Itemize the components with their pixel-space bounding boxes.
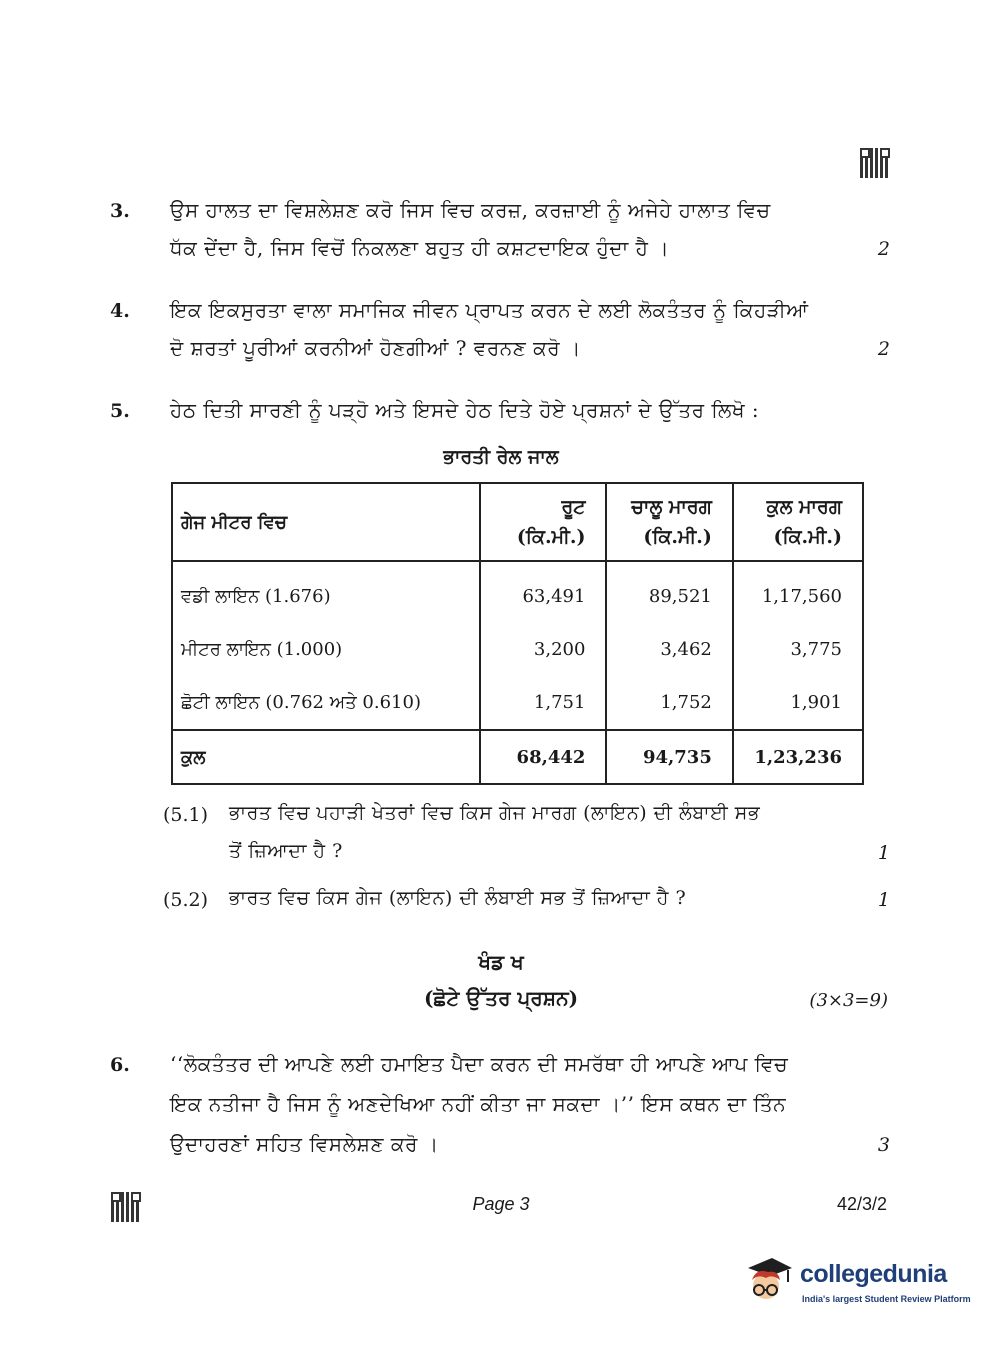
question-number: 4.	[110, 300, 130, 322]
question-3	[110, 198, 890, 268]
cell-total: 1,901	[733, 676, 863, 730]
question-text-line: ‘‘ਲੋਕਤੰਤਰ ਦੀ ਆਪਣੇ ਲਈ ਹਮਾਇਤ ਪੈਦਾ ਕਰਨ ਦੀ ਸਮਰੱਥਾ ਹੀ ਆਪਣੇ ਆਪ ਵਿਚ	[170, 1052, 789, 1076]
subquestion-marks: 1	[877, 889, 890, 911]
question-text-line: ਇਕ ਇਕਸੁਰਤਾ ਵਾਲਾ ਸਮਾਜਿਕ ਜੀਵਨ ਪ੍ਰਾਪਤ ਕਰਨ ਦੇ ਲਈ ਲੋਕਤੰਤਰ ਨੂੰ ਕਿਹੜੀਆਂ	[170, 298, 809, 322]
question-text-line: ਦੋ ਸ਼ਰਤਾਂ ਪੂਰੀਆਂ ਕਰਨੀਆਂ ਹੋਣਗੀਆਂ ? ਵਰਨਣ ਕਰੋ ।	[170, 336, 582, 360]
total-route: 68,442	[480, 730, 606, 784]
header-route	[480, 483, 606, 561]
total-total: 1,23,236	[733, 730, 863, 784]
question-number: 3.	[110, 200, 130, 222]
table-total-row	[172, 730, 863, 784]
question-text-line: ਉਸ ਹਾਲਤ ਦਾ ਵਿਸ਼ਲੇਸ਼ਣ ਕਰੋ ਜਿਸ ਵਿਚ ਕਰਜ਼, ਕਰਜ਼ਾਈ ਨੂੰ ਅਜੇਹੇ ਹਾਲਾਤ ਵਿਚ	[170, 198, 771, 222]
row-label: ਵਡੀ ਲਾਇਨ (1.676)	[172, 561, 480, 623]
paper-code: 42/3/2	[836, 1194, 887, 1214]
total-label: ਕੁਲ	[172, 730, 480, 784]
table-row	[172, 623, 863, 676]
section-marks: (3×3=9)	[809, 990, 888, 1011]
section-title: ਖੰਡ ਖ	[478, 950, 524, 974]
question-text-line: ਇਕ ਨਤੀਜਾ ਹੈ ਜਿਸ ਨੂੰ ਅਣਦੇਖਿਆ ਨਹੀਂ ਕੀਤਾ ਜਾ ਸਕਦਾ ।’’ ਇਸ ਕਥਨ ਦਾ ਤਿੰਨ	[170, 1092, 787, 1116]
cell-route: 1,751	[480, 676, 606, 730]
question-number: 6.	[110, 1054, 130, 1076]
question-6	[110, 1052, 890, 1162]
cell-route: 63,491	[480, 561, 606, 623]
total-running: 94,735	[606, 730, 732, 784]
question-marks: 2	[877, 338, 890, 360]
header-running	[606, 483, 732, 561]
cell-total: 3,775	[733, 623, 863, 676]
question-marks: 3	[877, 1134, 890, 1156]
row-label: ਛੋਟੀ ਲਾਇਨ (0.762 ਅਤੇ 0.610)	[172, 676, 480, 730]
railway-table	[171, 482, 864, 785]
qr-code-top	[860, 148, 890, 178]
question-text-line: ਧੱਕ ਦੇਂਦਾ ਹੈ, ਜਿਸ ਵਿਚੋਂ ਨਿਕਲਣਾ ਬਹੁਤ ਹੀ ਕਸ਼ਟਦਾਇਕ ਹੁੰਦਾ ਹੈ ।	[170, 236, 670, 260]
mascot-icon	[742, 1254, 794, 1306]
subquestion-5-2	[163, 887, 890, 919]
table-row	[172, 676, 863, 730]
section-subtitle: (ਛੋਟੇ ਉੱਤਰ ਪ੍ਰਸ਼ਨ)	[423, 986, 579, 1010]
subquestion-number: (5.1)	[163, 804, 209, 826]
header-running-unit: (ਕਿ.ਮੀ.)	[643, 526, 712, 548]
cell-running: 3,462	[606, 623, 732, 676]
question-text-line: ਹੇਠ ਦਿਤੀ ਸਾਰਣੀ ਨੂੰ ਪੜ੍ਹੋ ਅਤੇ ਇਸਦੇ ਹੇਠ ਦਿਤੇ ਹੋਏ ਪ੍ਰਸ਼ਨਾਂ ਦੇ ਉੱਤਰ ਲਿਖੋ :	[170, 398, 760, 422]
cell-running: 89,521	[606, 561, 732, 623]
subquestion-text-line: ਭਾਰਤ ਵਿਚ ਕਿਸ ਗੇਜ (ਲਾਇਨ) ਦੀ ਲੰਬਾਈ ਸਭ ਤੋਂ ਜ਼ਿਆਦਾ ਹੈ ?	[229, 887, 687, 909]
question-number: 5.	[110, 400, 130, 422]
cell-route: 3,200	[480, 623, 606, 676]
question-5	[110, 398, 890, 430]
subquestion-text-line: ਭਾਰਤ ਵਿਚ ਪਹਾੜੀ ਖੇਤਰਾਂ ਵਿਚ ਕਿਸ ਗੇਜ ਮਾਰਗ (ਲਾਇਨ) ਦੀ ਲੰਬਾਈ ਸਭ	[229, 802, 761, 824]
subquestion-text-line: ਤੋਂ ਜ਼ਿਆਦਾ ਹੈ ?	[229, 840, 343, 862]
table-row	[172, 561, 863, 623]
question-marks: 2	[877, 238, 890, 260]
cell-running: 1,752	[606, 676, 732, 730]
brand-name: collegedunia	[800, 1260, 947, 1288]
header-route-label: ਰੂਟ	[561, 496, 586, 518]
header-total-label: ਕੁਲ ਮਾਰਗ	[766, 496, 842, 518]
header-route-unit: (ਕਿ.ਮੀ.)	[516, 526, 586, 548]
cell-total: 1,17,560	[733, 561, 863, 623]
header-gauge: ਗੇਜ ਮੀਟਰ ਵਿਚ	[172, 483, 480, 561]
header-total-unit: (ਕਿ.ਮੀ.)	[773, 526, 842, 548]
question-text-line: ਉਦਾਹਰਣਾਂ ਸਹਿਤ ਵਿਸਲੇਸ਼ਣ ਕਰੋ ।	[170, 1132, 439, 1156]
page-number: Page 3	[472, 1194, 530, 1214]
question-4	[110, 298, 890, 368]
subquestion-5-1	[163, 802, 890, 872]
header-running-label: ਚਾਲੂ ਮਾਰਗ	[631, 496, 712, 518]
header-total	[733, 483, 863, 561]
subquestion-marks: 1	[877, 842, 890, 864]
brand-logo[interactable]	[742, 1246, 972, 1316]
row-label: ਮੀਟਰ ਲਾਇਨ (1.000)	[172, 623, 480, 676]
table-title: ਭਾਰਤੀ ਰੇਲ ਜਾਲ	[443, 446, 559, 468]
brand-tagline: India's largest Student Review Platform	[802, 1294, 971, 1304]
subquestion-number: (5.2)	[163, 889, 209, 911]
